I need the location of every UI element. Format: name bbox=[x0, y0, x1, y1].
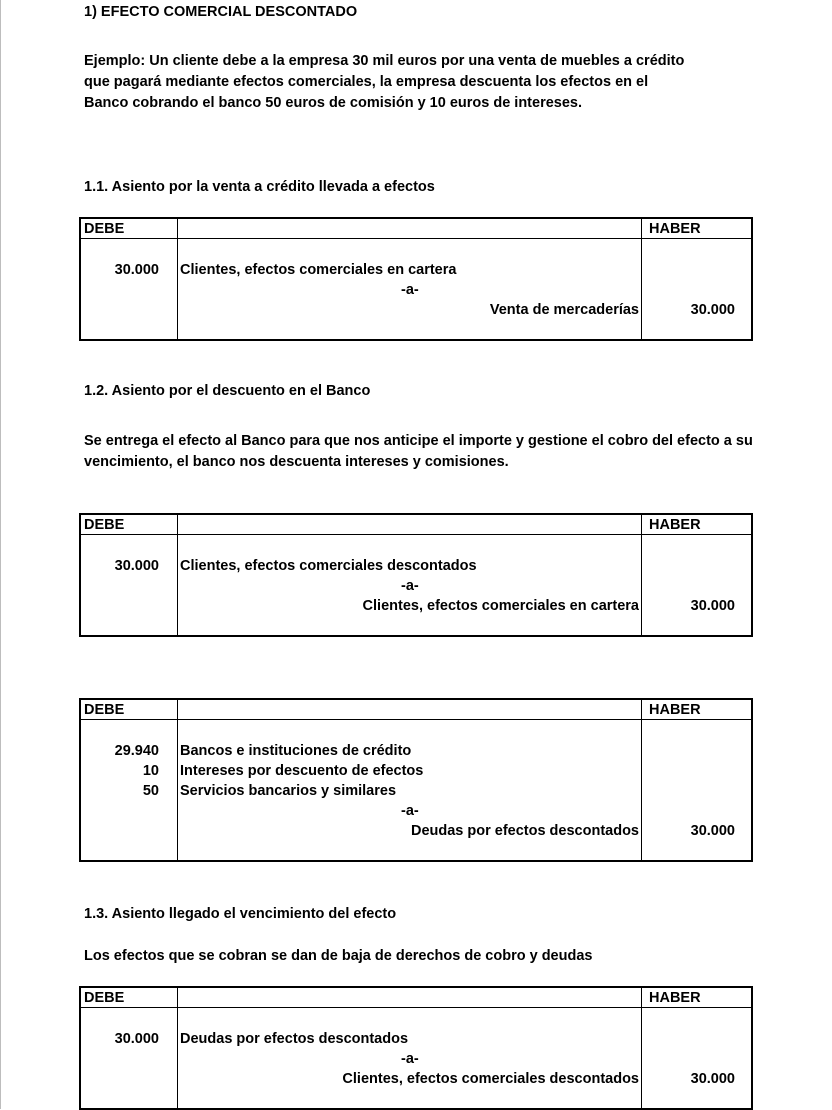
haber-header: HABER bbox=[649, 702, 701, 718]
entry-separator: -a- bbox=[401, 578, 419, 594]
debit-account: Deudas por efectos descontados bbox=[180, 1031, 409, 1047]
credit-account: Venta de mercaderías bbox=[489, 302, 639, 318]
journal-entry-4 bbox=[79, 986, 753, 1110]
debe-header: DEBE bbox=[84, 702, 125, 718]
debit-account: Clientes, efectos comerciales descontados bbox=[180, 558, 477, 574]
debit-amount: 30.000 bbox=[114, 1031, 159, 1047]
debit-account: Intereses por descuento de efectos bbox=[180, 763, 424, 779]
credit-amount: 30.000 bbox=[690, 598, 735, 614]
section-heading-1-3: 1.3. Asiento llegado el vencimiento del efecto bbox=[84, 906, 397, 922]
debe-header: DEBE bbox=[84, 990, 125, 1006]
debit-amount: 50 bbox=[142, 783, 159, 799]
debit-amount: 30.000 bbox=[114, 558, 159, 574]
credit-amount: 30.000 bbox=[690, 823, 735, 839]
debit-account: Servicios bancarios y similares bbox=[180, 783, 397, 799]
page-title: 1) EFECTO COMERCIAL DESCONTADO bbox=[84, 4, 358, 20]
debe-header: DEBE bbox=[84, 221, 125, 237]
debit-account: Clientes, efectos comerciales en cartera bbox=[180, 262, 457, 278]
debe-header: DEBE bbox=[84, 517, 125, 533]
example-line-2: que pagará mediante efectos comerciales, la empresa descuenta los efectos en el bbox=[84, 74, 649, 90]
column-divider bbox=[177, 988, 178, 1108]
column-divider bbox=[641, 988, 642, 1108]
haber-header: HABER bbox=[649, 517, 701, 533]
section-heading-1-2: 1.2. Asiento por el descuento en el Banco bbox=[84, 383, 371, 399]
example-line-3: Banco cobrando el banco 50 euros de comisión y 10 euros de intereses. bbox=[84, 95, 582, 111]
debit-amount: 10 bbox=[142, 763, 159, 779]
column-divider bbox=[177, 700, 178, 860]
paragraph-1-2-line-1: Se entrega el efecto al Banco para que nos anticipe el importe y gestione el cobro del efecto a su bbox=[84, 433, 753, 449]
paragraph-1-2-line-2: vencimiento, el banco nos descuenta intereses y comisiones. bbox=[84, 454, 509, 470]
column-divider bbox=[177, 219, 178, 339]
credit-amount: 30.000 bbox=[690, 1071, 735, 1087]
credit-account: Clientes, efectos comerciales descontados bbox=[342, 1071, 639, 1087]
paragraph-1-3: Los efectos que se cobran se dan de baja de derechos de cobro y deudas bbox=[84, 948, 593, 964]
entry-separator: -a- bbox=[401, 803, 419, 819]
haber-header: HABER bbox=[649, 990, 701, 1006]
journal-entry-3 bbox=[79, 698, 753, 862]
section-heading-1-1: 1.1. Asiento por la venta a crédito llevada a efectos bbox=[84, 179, 435, 195]
column-divider bbox=[641, 219, 642, 339]
journal-entry-1 bbox=[79, 217, 753, 341]
entry-separator: -a- bbox=[401, 282, 419, 298]
journal-entry-2 bbox=[79, 513, 753, 637]
column-divider bbox=[641, 700, 642, 860]
column-divider bbox=[641, 515, 642, 635]
entry-separator: -a- bbox=[401, 1051, 419, 1067]
column-divider bbox=[177, 515, 178, 635]
debit-amount: 29.940 bbox=[114, 743, 159, 759]
debit-amount: 30.000 bbox=[114, 262, 159, 278]
credit-account: Deudas por efectos descontados bbox=[410, 823, 639, 839]
sheet-left-border bbox=[0, 0, 1, 1109]
credit-account: Clientes, efectos comerciales en cartera bbox=[362, 598, 639, 614]
example-line-1: Ejemplo: Un cliente debe a la empresa 30 mil euros por una venta de muebles a crédito bbox=[84, 53, 685, 69]
credit-amount: 30.000 bbox=[690, 302, 735, 318]
haber-header: HABER bbox=[649, 221, 701, 237]
debit-account: Bancos e instituciones de crédito bbox=[180, 743, 412, 759]
